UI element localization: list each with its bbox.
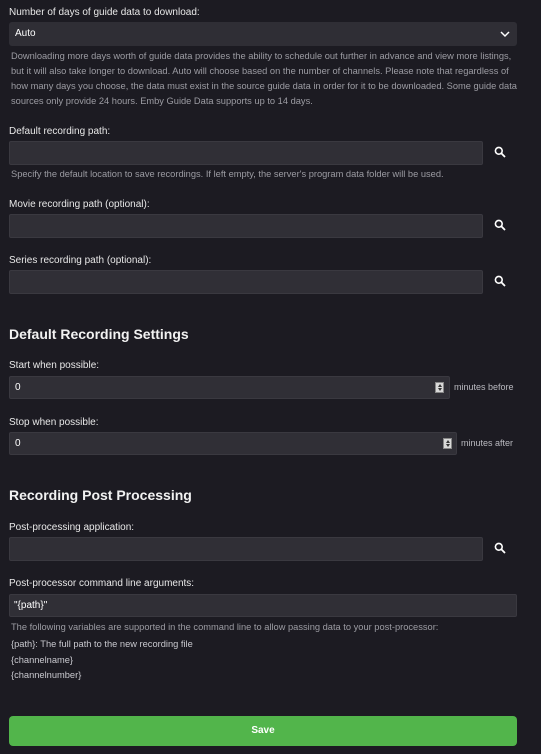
series-path-browse-button[interactable] (491, 272, 509, 290)
search-icon (494, 542, 506, 554)
movie-path-browse-button[interactable] (491, 216, 509, 234)
post-vars-help: The following variables are supported in the command line to allow passing data to your post-processor: (11, 622, 439, 632)
guide-days-help: Downloading more days worth of guide data provides the ability to schedule out further in advance and view more listings, but it will also take longer to download. Auto will choose based on the number of channels. Please note that regardless of how many days you choose, the data must exist in the source guide data in order for it to be downloaded. Some guide data sources only provide 24 hours. Emby Guide Data supports up to 14 days. (11, 51, 517, 106)
post-app-input[interactable] (9, 537, 483, 561)
recording-settings-heading: Default Recording Settings (9, 326, 189, 342)
movie-path-input[interactable] (9, 214, 483, 238)
guide-days-label: Number of days of guide data to download: (9, 7, 200, 18)
default-path-help: Specify the default location to save recordings. If left empty, the server's program data folder will be used. (11, 169, 444, 179)
post-app-label: Post-processing application: (9, 522, 135, 533)
search-icon (494, 275, 506, 287)
post-var-channelname: {channelname} (11, 655, 74, 665)
default-path-input[interactable] (9, 141, 483, 165)
movie-path-label: Movie recording path (optional): (9, 199, 150, 210)
series-path-label: Series recording path (optional): (9, 255, 152, 266)
save-button[interactable]: Save (9, 716, 517, 746)
start-spinner[interactable] (435, 382, 444, 393)
post-var-channelnumber: {channelnumber} (11, 670, 82, 680)
stop-suffix: minutes after (461, 438, 514, 448)
guide-days-selected: Auto (15, 28, 36, 39)
chevron-down-icon (500, 31, 510, 38)
post-app-browse-button[interactable] (491, 539, 509, 557)
post-processing-heading: Recording Post Processing (9, 487, 192, 503)
series-path-input[interactable] (9, 270, 483, 294)
post-var-path: {path}: The full path to the new recording file (11, 639, 193, 649)
start-input[interactable]: 0 (9, 376, 450, 399)
default-path-label: Default recording path: (9, 126, 111, 137)
stop-spinner[interactable] (443, 438, 452, 449)
start-label: Start when possible: (9, 360, 100, 371)
post-args-input[interactable]: "{path}" (9, 594, 517, 617)
default-path-browse-button[interactable] (491, 143, 509, 161)
search-icon (494, 219, 506, 231)
stop-input[interactable]: 0 (9, 432, 457, 455)
guide-days-select[interactable] (9, 22, 517, 46)
stop-label: Stop when possible: (9, 417, 99, 428)
search-icon (494, 146, 506, 158)
start-suffix: minutes before (454, 382, 514, 392)
post-args-label: Post-processor command line arguments: (9, 578, 195, 589)
